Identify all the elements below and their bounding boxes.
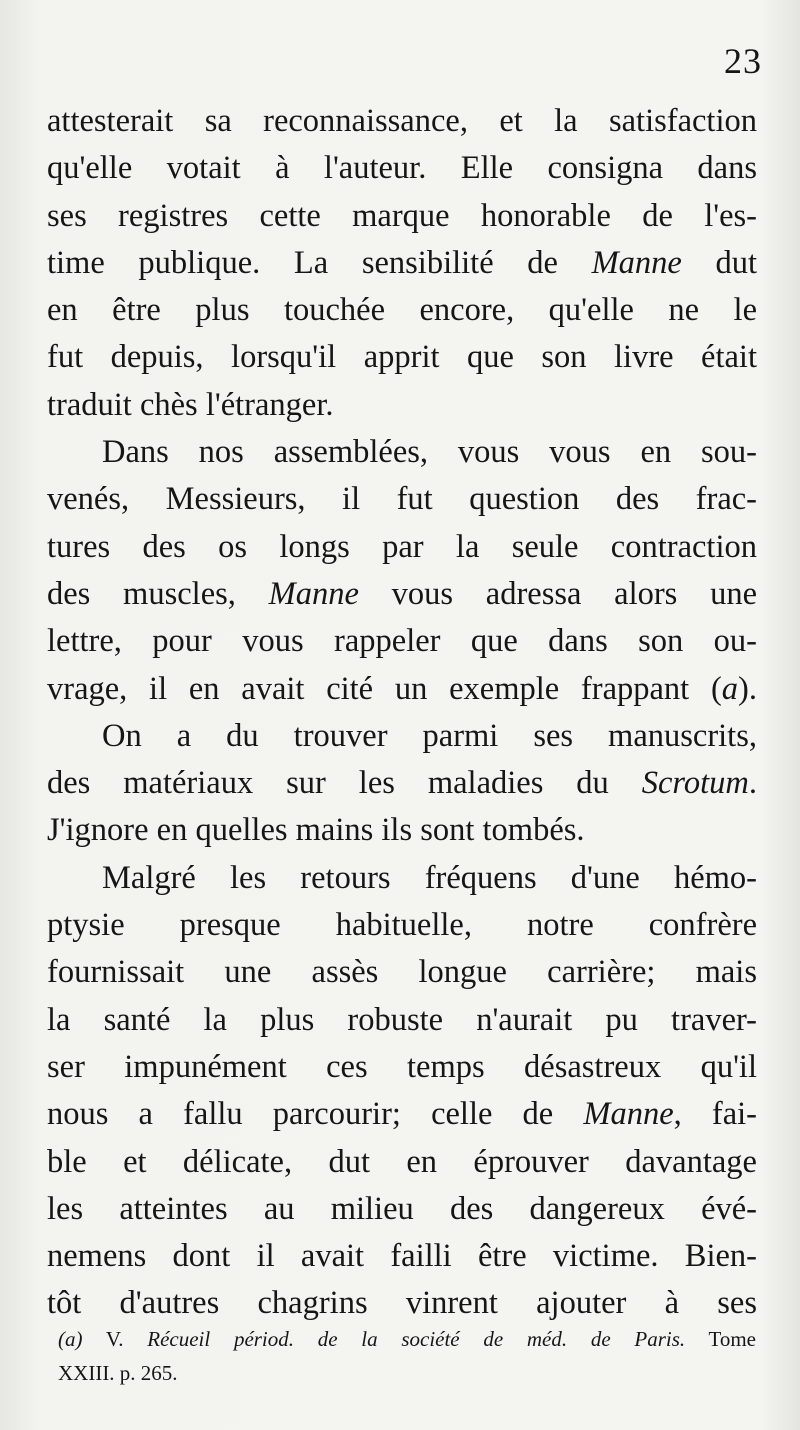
text-line: tures des os longs par la seule contraction	[47, 528, 757, 565]
footnote-line: XXIII. p. 265.	[58, 1361, 178, 1385]
text-line: traduit chès l'étranger.	[47, 386, 334, 423]
text-line: la santé la plus robuste n'aurait pu traver-	[47, 1001, 757, 1038]
text-line: fut depuis, lorsqu'il apprit que son livre était	[47, 339, 757, 376]
paragraph-start: Dans nos assemblées, vous vous en sou-	[102, 434, 757, 471]
footnote-mark: (a)	[58, 1327, 83, 1351]
body-text	[47, 98, 757, 1328]
page-number: 23	[724, 41, 762, 81]
footnote	[58, 1322, 756, 1390]
text-line: lettre, pour vous rappeler que dans son ou-	[47, 623, 757, 660]
footnote-citation: Récueil périod. de la société de méd. de Paris.	[147, 1327, 686, 1351]
text-line: ptysie presque habituelle, notre confrère	[47, 907, 757, 944]
text-line: des matériaux sur les maladies du Scrotum.	[47, 765, 757, 802]
text-line: en être plus touchée encore, qu'elle ne le	[47, 292, 757, 329]
text-line: nous a fallu parcourir; celle de Manne, fai-	[47, 1096, 757, 1133]
footnote-line: (a) V. Récueil périod. de la société de méd. de Paris. Tome	[58, 1327, 756, 1351]
paragraph-start: On a du trouver parmi ses manuscrits,	[102, 717, 757, 754]
text-line: ble et délicate, dut en éprouver davantage	[47, 1143, 757, 1180]
text-line: tôt d'autres chagrins vinrent ajouter à ses	[47, 1285, 757, 1322]
text-line: venés, Messieurs, il fut question des frac-	[47, 481, 757, 518]
text-line: vrage, il en avait cité un exemple frappant (a).	[47, 670, 757, 707]
text-line: time publique. La sensibilité de Manne dut	[47, 244, 757, 281]
text-line: qu'elle votait à l'auteur. Elle consigna dans	[47, 150, 757, 187]
paragraph-start: Malgré les retours fréquens d'une hémo-	[102, 859, 757, 896]
text-line: ser impunément ces temps désastreux qu'il	[47, 1048, 757, 1085]
text-line: des muscles, Manne vous adressa alors une	[47, 575, 757, 612]
text-line: les atteintes au milieu des dangereux évé-	[47, 1190, 757, 1227]
text-line: nemens dont il avait failli être victime. Bien-	[47, 1238, 757, 1275]
text-line: J'ignore en quelles mains ils sont tombés.	[47, 812, 585, 849]
text-line: attesterait sa reconnaissance, et la satisfaction	[47, 103, 757, 139]
text-line: ses registres cette marque honorable de l'es-	[47, 197, 757, 234]
text-line: fournissait une assès longue carrière; mais	[47, 954, 757, 991]
